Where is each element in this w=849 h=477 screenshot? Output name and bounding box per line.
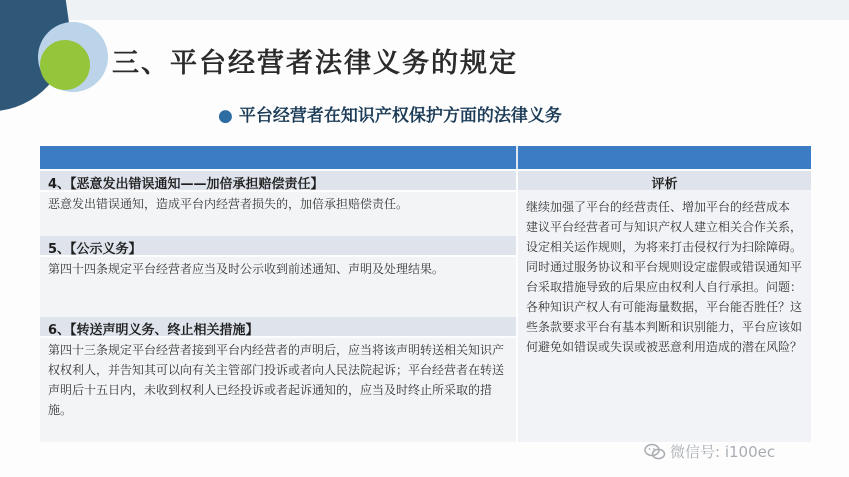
row-heading-4: 4、【恶意发出错误通知——加倍承担赔偿责任】 <box>40 171 516 190</box>
green-circle-decoration <box>40 40 90 90</box>
row-heading-5: 5、【公示义务】 <box>40 236 516 255</box>
row-body-6: 第四十三条规定平台经营者接到平台内经营者的声明后，应当将该声明转送相关知识产权权利人，并告知其可以向有关主管部门投诉或者向人民法院起诉；平台经营者在转送声明后十五日内，未收到权利人已经投诉或者起诉通知的，应当及时终止所采取的措施。 <box>40 338 516 442</box>
watermark-text: 微信号: i100ec <box>670 443 776 461</box>
row-body-4: 恶意发出错误通知，造成平台内经营者损失的，加倍承担赔偿责任。 <box>40 192 516 236</box>
slide-subtitle <box>218 101 562 126</box>
table-header-band <box>40 146 811 169</box>
obligations-column <box>40 171 516 442</box>
row-heading-6: 6、【转送声明义务、终止相关措施】 <box>40 317 516 336</box>
evaluation-heading: 评析 <box>518 171 811 190</box>
subtitle-text: 平台经营者在知识产权保护方面的法律义务 <box>238 106 562 126</box>
bullet-icon: ● <box>218 106 233 126</box>
evaluation-text: 继续加强了平台的经营责任、增加平台的经营成本 建议平台经营者可与知识产权人建立相关合作关系，设定相关运作规则，为将来打击侵权行为扫除障碍。同时通过服务协议和平台规则设定虚假或错误通知平台采取措施导致的后果应由权利人自行承担。问题：各种知识产权人有可能海量数据，平台能否胜任？这些条款要求平台有基本判断和识别能力，平台应该如何避免如错误或失误或被恶意利用造成的潜在风险？ <box>526 200 803 354</box>
column-divider <box>516 146 518 169</box>
slide-title: 三、平台经营者法律义务的规定 <box>112 48 518 79</box>
obligations-table <box>40 146 811 442</box>
wechat-watermark <box>644 441 775 462</box>
evaluation-column <box>518 171 811 442</box>
row-body-5: 第四十四条规定平台经营者应当及时公示收到前述通知、声明及处理结果。 <box>40 257 516 317</box>
wechat-icon <box>644 443 666 461</box>
top-band-decoration <box>0 0 849 20</box>
